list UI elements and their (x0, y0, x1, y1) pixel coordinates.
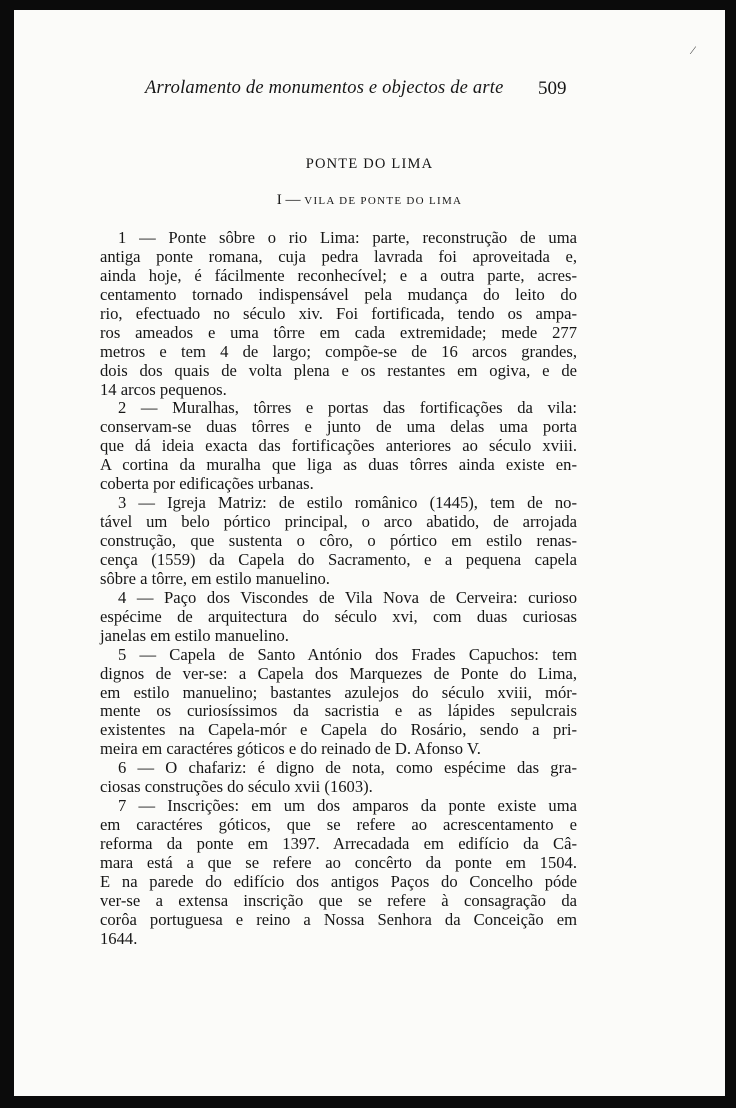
text-line: reforma da ponte em 1397. Arrecadada em edifício da Câ- (100, 834, 577, 853)
text-line: 2 — Muralhas, tôrres e portas das fortificações da vila: (118, 398, 577, 418)
text-line: 1 — Ponte sôbre o rio Lima: parte, reconstrução de uma (118, 228, 577, 247)
text-line: mara está a que se refere ao concêrto da ponte em 1504. (100, 852, 577, 872)
text-line: ainda hoje, é fácilmente reconhecível; e a outra parte, acres- (100, 265, 577, 285)
text-line: em estilo manuelino; bastantes azulejos do século xviii, mór- (100, 682, 577, 702)
text-line: 14 arcos pequenos. (100, 379, 227, 399)
text-line: 7 — Inscrições: em um dos amparos da ponte existe uma (118, 796, 577, 816)
running-header (14, 78, 725, 104)
text-line: 1644. (100, 928, 138, 948)
text-line: espécime de arquitectura do século xvi, com duas curiosas (100, 606, 577, 626)
page-number: 509 (538, 78, 567, 99)
text-line: tável um belo pórtico principal, o arco abatido, de arrojada (100, 512, 577, 532)
text-line: 4 — Paço dos Viscondes de Vila Nova de Cerveira: curioso (118, 587, 577, 607)
text-line: corôa portuguesa e reino a Nossa Senhora da Conceição em (100, 909, 577, 929)
text-line: A cortina da muralha que liga as duas tôrres ainda existe en- (100, 455, 577, 475)
running-title: Arrolamento de monumentos e objectos de arte (145, 78, 504, 98)
subsection-title (14, 192, 725, 209)
text-line: rio, efectuado no século xiv. Foi fortificada, tendo os ampa- (100, 303, 577, 323)
text-line: cença (1559) da Capela do Sacramento, e a pequena capela (100, 549, 577, 569)
text-line: metros e tem 4 de largo; compõe-se de 16 arcos grandes, (100, 341, 577, 361)
text-line: coberta por edificações urbanas. (100, 474, 314, 494)
text-line: existentes na Capela-mór e Capela do Rosário, sendo a pri- (100, 720, 577, 740)
section-title: PONTE DO LIMA (305, 156, 434, 172)
text-line: antiga ponte romana, cuja pedra lavrada foi aproveitada e, (100, 246, 577, 266)
text-line: construção, que sustenta o côro, o pórtico em estilo renas- (100, 531, 577, 550)
corner-mark: ⁄ (692, 43, 695, 57)
text-line: 3 — Igreja Matriz: de estilo românico (1445), tem de no- (118, 493, 577, 513)
text-line: em caractéres góticos, que se refere ao acrescentamento e (100, 815, 577, 835)
body-text (100, 229, 577, 949)
text-line: ver-se a extensa inscrição que se refere à consagração da (100, 890, 577, 910)
text-line: ciosas construções do século xvii (1603). (100, 777, 373, 797)
text-line: E na parede do edifício dos antigos Paços do Concelho póde (100, 871, 577, 891)
text-line: meira em caractéres góticos e do reinado de D. Afonso V. (100, 739, 481, 759)
text-line: centamento tornado indispensável pela mudança do leito do (100, 284, 577, 304)
text-line: ros ameados e uma tôrre em cada extremidade; mede 277 (100, 322, 577, 342)
text-line: janelas em estilo manuelino. (100, 625, 289, 645)
text-line: 5 — Capela de Santo António dos Frades Capuchos: tem (118, 644, 577, 664)
text-line: dois dos quais de volta plena e os restantes em ogiva, e de (100, 360, 577, 380)
text-line: que dá ideia exacta das fortificações anteriores ao século xviii. (100, 436, 577, 456)
text-line: mente os curiosíssimos da sacristia e as lápides sepulcrais (100, 701, 577, 721)
subsection-numeral: I — (276, 192, 301, 208)
book-page (14, 10, 725, 1096)
text-line: 6 — O chafariz: é digno de nota, como espécime das gra- (118, 758, 577, 778)
text-line: dignos de ver-se: a Capela dos Marquezes de Ponte do Lima, (100, 663, 577, 683)
text-line: conservam-se duas tôrres e junto de uma delas uma porta (100, 417, 577, 437)
subsection-name: VILA DE PONTE DO LIMA (304, 195, 463, 207)
text-line: sôbre a tôrre, em estilo manuelino. (100, 568, 330, 588)
